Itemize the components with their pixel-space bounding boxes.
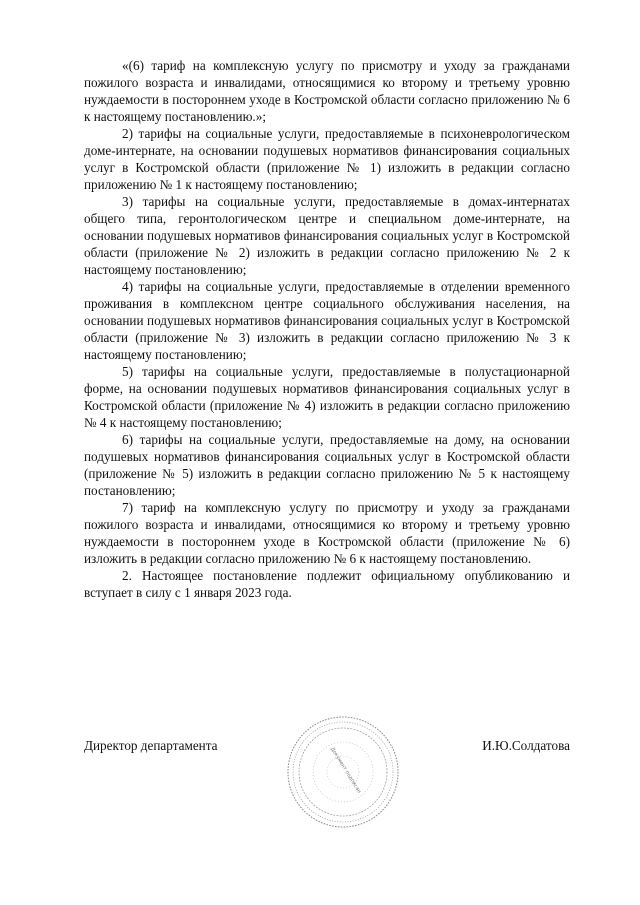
paragraph-item-6: «(6) тариф на комплексную услугу по присмотру и уходу за гражданами пожилого возраста и инвалидами, относящимися ко второму и третьему уровню нуждаемости в постороннем уходе в Костромской области согласно приложению № 6 к настоящему постановлению.»; <box>84 58 570 124</box>
paragraph-3: 3) тарифы на социальные услуги, предоставляемые в домах-интернатах общего типа, геронтологическом центре и специальном доме-интернате, на основании подушевых нормативов финансирования социальных услуг в Костромской области (приложение № 2) изложить в редакции согласно приложению № 2 к настоящему постановлению; <box>84 194 570 277</box>
document-body <box>84 57 570 601</box>
paragraph-effective-date: 2. Настоящее постановление подлежит официальному опубликованию и вступает в силу с 1 января 2023 года. <box>84 568 570 600</box>
paragraph-5: 5) тарифы на социальные услуги, предоставляемые в полустационарной форме, на основании подушевых нормативов финансирования социальных услуг в Костромской области (приложение № 4) изложить в редакции согласно приложению № 4 к настоящему постановлению; <box>84 364 570 430</box>
paragraph-7: 7) тариф на комплексную услугу по присмотру и уходу за гражданами пожилого возраста и инвалидами, относящимися ко второму и третьему уровню нуждаемости в постороннем уходе в Костромской области (приложение № 6) изложить в редакции согласно приложению № 6 к настоящему постановлению. <box>84 500 570 566</box>
paragraph-4: 4) тарифы на социальные услуги, предоставляемые в отделении временного проживания в комплексном центре социального обслуживания населения, на основании подушевых нормативов финансирования социальных услуг в Костромской области (приложение № 3) изложить в редакции согласно приложению № 3 к настоящему постановлению; <box>84 279 570 362</box>
stamp-text: Документ подписан <box>328 746 363 795</box>
signatory-position: Директор департамента <box>84 738 218 753</box>
signatory-name: И.Ю.Солдатова <box>482 738 570 753</box>
paragraph-2: 2) тарифы на социальные услуги, предоставляемые в психоневрологическом доме-интернате, на основании подушевых нормативов финансирования социальных услуг в Костромской области (приложение № 1) изложить в редакции согласно приложению № 1 к настоящему постановлению; <box>84 126 570 192</box>
paragraph-6: 6) тарифы на социальные услуги, предоставляемые на дому, на основании подушевых нормативов финансирования социальных услуг в Костромской области (приложение № 5) изложить в редакции согласно приложению № 5 к настоящему постановлению; <box>84 432 570 498</box>
official-stamp-icon <box>285 714 401 830</box>
